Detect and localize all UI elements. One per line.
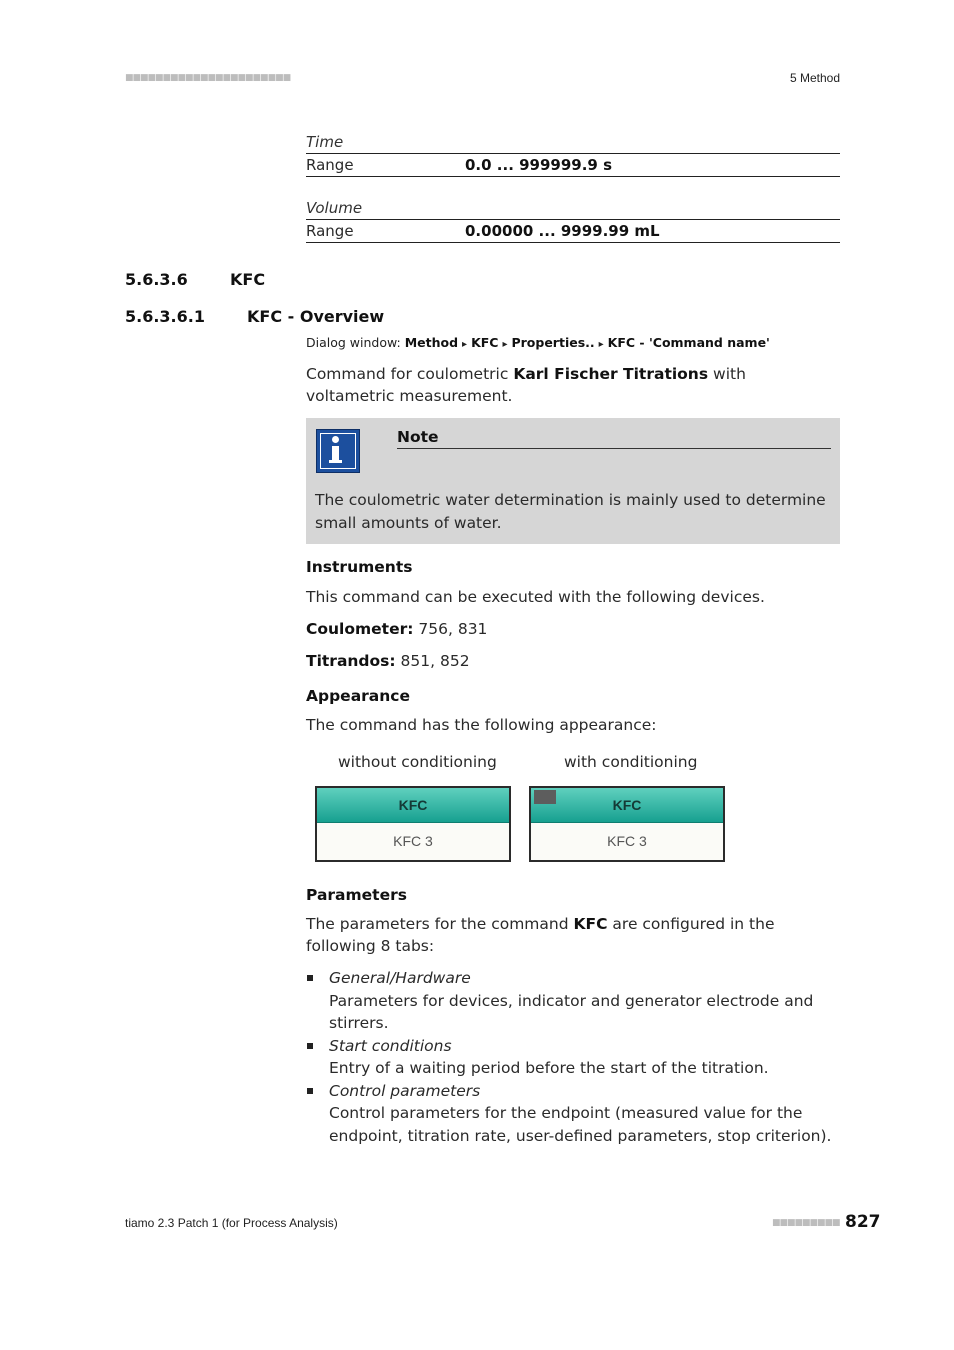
- tab-title: Start conditions: [329, 1036, 452, 1055]
- path-separator-icon: ▸: [502, 339, 508, 350]
- range-label: Range: [306, 222, 354, 240]
- info-icon: [316, 429, 360, 473]
- dialog-window-path: [306, 335, 770, 350]
- section-title: KFC: [230, 270, 266, 289]
- footer-decoration: ■■■■■■■■■: [772, 1218, 840, 1228]
- section-number: 5.6.3.6: [125, 270, 188, 289]
- kfc-command-box-with-conditioning: [529, 786, 725, 862]
- titrandos-value: 851, 852: [400, 652, 470, 670]
- table-row: [306, 154, 840, 177]
- tab-description: Parameters for devices, indicator and generator electrode and stirrers.: [329, 991, 814, 1032]
- parameters-text: are configured in the following 8 tabs:: [306, 915, 775, 955]
- tab-description: Control parameters for the endpoint (measured value for the endpoint, titration rate, user-defined parameters, stop criterion).: [329, 1104, 832, 1145]
- bullet-icon: [307, 1088, 313, 1094]
- with-conditioning-label: with conditioning: [564, 753, 698, 771]
- path-separator-icon: ▸: [598, 339, 604, 350]
- volume-parameter-table: [306, 197, 840, 243]
- header-section-title: 5 Method: [789, 71, 840, 85]
- table-caption: Time: [306, 131, 840, 154]
- instruments-text: This command can be executed with the following devices.: [306, 588, 765, 606]
- note-text: The coulometric water determination is mainly used to determine small amounts of water.: [315, 491, 826, 532]
- note-box: [306, 418, 840, 544]
- command-type: KFC: [317, 788, 509, 823]
- command-type: KFC: [531, 788, 723, 823]
- tab-title: Control parameters: [329, 1081, 481, 1100]
- range-label: Range: [306, 156, 354, 174]
- appearance-text: The command has the following appearance:: [306, 716, 657, 734]
- list-item: [306, 1035, 840, 1080]
- titrandos-label: Titrandos:: [306, 652, 396, 670]
- bullet-icon: [307, 1043, 313, 1049]
- coulometer-line: [306, 618, 487, 640]
- instruments-heading: Instruments: [306, 558, 413, 576]
- coulometer-value: 756, 831: [418, 620, 488, 638]
- intro-bold: Karl Fischer Titrations: [513, 365, 709, 383]
- footer-product: tiamo 2.3 Patch 1 (for Process Analysis): [125, 1216, 338, 1230]
- table-caption: Volume: [306, 197, 840, 220]
- list-item: [306, 1080, 840, 1148]
- parameters-heading: Parameters: [306, 886, 407, 904]
- subsection-number: 5.6.3.6.1: [125, 307, 205, 326]
- parameters-text: The parameters for the command: [306, 915, 569, 933]
- without-conditioning-label: without conditioning: [338, 753, 497, 771]
- tab-title: General/Hardware: [329, 969, 471, 987]
- time-parameter-table: [306, 131, 840, 177]
- titrandos-line: [306, 650, 470, 672]
- range-value: 0.00000 ... 9999.99 mL: [465, 222, 660, 240]
- path-separator-icon: ▸: [462, 339, 468, 350]
- command-name: KFC 3: [607, 833, 647, 849]
- list-item: [306, 967, 840, 1035]
- tabs-list: [306, 967, 840, 1147]
- bullet-icon: [307, 975, 313, 981]
- note-title: Note: [397, 428, 831, 449]
- subsection-title: KFC - Overview: [247, 307, 385, 326]
- command-name: KFC 3: [393, 833, 433, 849]
- range-value: 0.0 ... 999999.9 s: [465, 156, 613, 174]
- path-item: KFC - 'Command name': [607, 335, 770, 350]
- kfc-command-box-without-conditioning: [315, 786, 511, 862]
- parameters-bold: KFC: [573, 915, 608, 933]
- tab-description: Entry of a waiting period before the start of the titration.: [329, 1059, 769, 1077]
- path-item: KFC: [471, 335, 499, 350]
- header-decoration: ■■■■■■■■■■■■■■■■■■■■■■: [125, 73, 291, 83]
- coulometer-label: Coulometer:: [306, 620, 414, 638]
- appearance-heading: Appearance: [306, 687, 410, 705]
- intro-text: with voltametric measurement.: [306, 365, 746, 405]
- path-item: Properties..: [511, 335, 595, 350]
- intro-text: Command for coulometric: [306, 365, 509, 383]
- dialog-path-prefix: Dialog window:: [306, 335, 401, 350]
- intro-paragraph: [306, 363, 826, 407]
- path-item: Method: [404, 335, 459, 350]
- conditioning-indicator-icon: [534, 790, 556, 804]
- table-row: [306, 220, 840, 243]
- parameters-intro: [306, 913, 836, 957]
- page-number: 827: [845, 1212, 881, 1232]
